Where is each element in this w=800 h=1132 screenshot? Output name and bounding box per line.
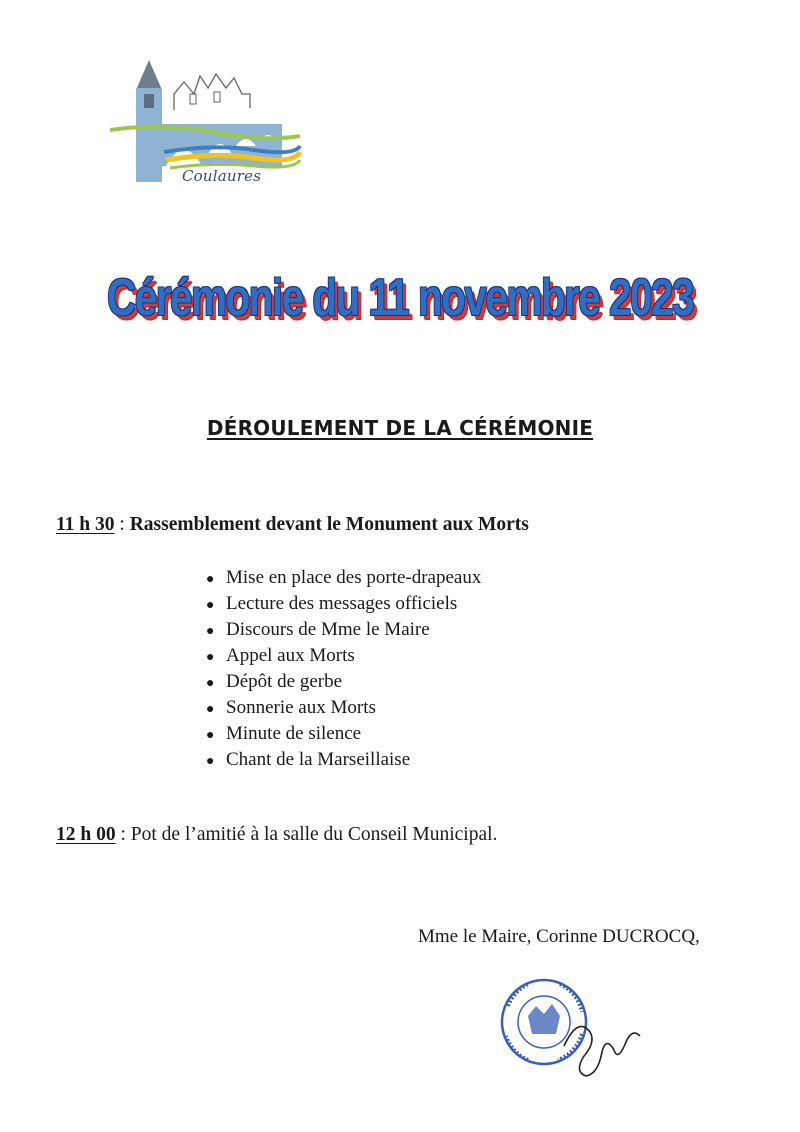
event-time: 11 h 30 (56, 514, 115, 535)
bullet-icon: ● (206, 624, 215, 639)
bullet-icon: ● (206, 598, 215, 613)
list-item (206, 669, 481, 695)
mairie-stamp (498, 976, 648, 1086)
event-pot-amitie (56, 824, 497, 846)
step-label: Sonnerie aux Morts (226, 697, 376, 718)
list-item (206, 747, 481, 773)
bullet-icon: ● (206, 572, 215, 587)
event-description: Pot de l’amitié à la salle du Conseil Municipal. (130, 824, 498, 845)
bullet-icon: ● (206, 728, 215, 743)
ceremony-steps-list (206, 565, 481, 773)
list-item (206, 617, 481, 643)
bullet-icon: ● (206, 702, 215, 717)
bullet-icon: ● (206, 650, 215, 665)
event-rassemblement (56, 514, 529, 536)
list-item (206, 565, 481, 591)
step-label: Dépôt de gerbe (226, 671, 343, 692)
step-label: Mise en place des porte-drapeaux (226, 567, 482, 588)
step-label: Minute de silence (226, 723, 362, 744)
step-label: Appel aux Morts (226, 645, 355, 666)
step-label: Discours de Mme le Maire (226, 619, 430, 640)
event-time: 12 h 00 (56, 824, 116, 845)
list-item (206, 695, 481, 721)
step-label: Lecture des messages officiels (226, 593, 458, 614)
bullet-icon: ● (206, 754, 215, 769)
section-heading: DÉROULEMENT DE LA CÉRÉMONIE (206, 416, 594, 440)
logo-town-name: Coulaures (182, 167, 262, 185)
event-description: Rassemblement devant le Monument aux Morts (129, 514, 529, 535)
list-item (206, 643, 481, 669)
list-item (206, 591, 481, 617)
step-label: Chant de la Marseillaise (226, 749, 411, 770)
signature-line: Mme le Maire, Corinne DUCROCQ, (418, 926, 700, 947)
event-separator: : (114, 514, 130, 535)
bullet-icon: ● (206, 676, 215, 691)
list-item (206, 721, 481, 747)
page-title: Cérémonie du 11 novembre 2023 (107, 269, 693, 327)
event-separator: : (115, 824, 131, 845)
